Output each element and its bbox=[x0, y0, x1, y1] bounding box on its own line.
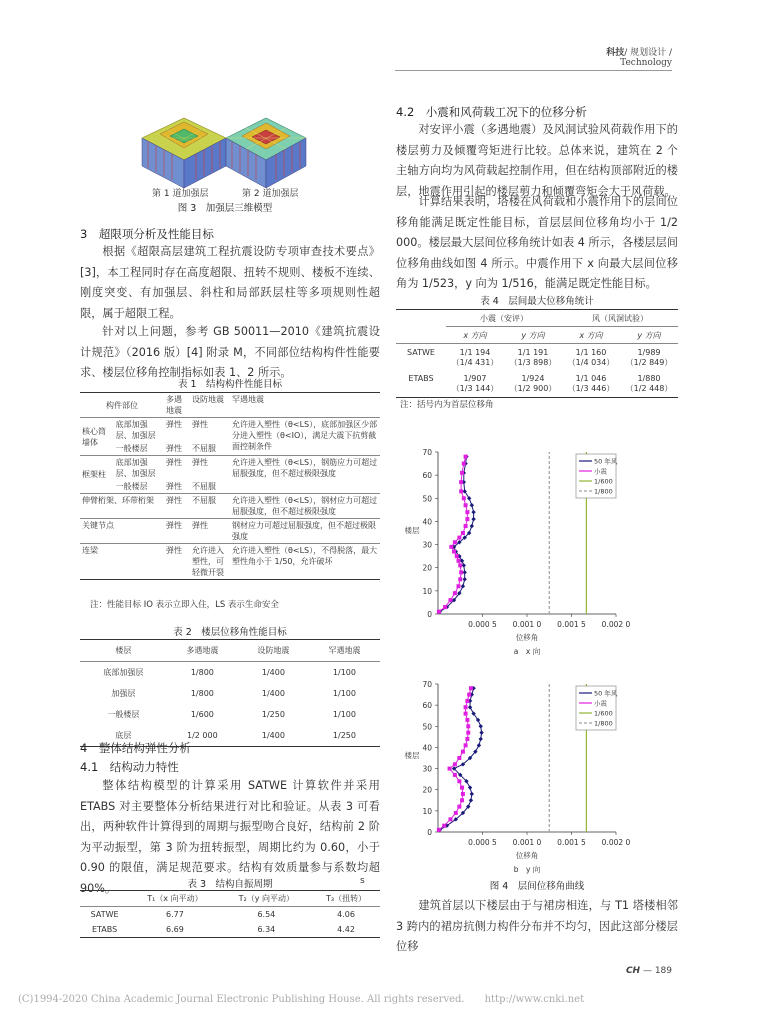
header-sub: Technology bbox=[620, 58, 672, 68]
data-point bbox=[468, 705, 472, 709]
section-4-1-paragraph: 整体结构模型的计算采用 SATWE 计算软件并采用 ETABS 对主要整体分析结果进行对比和验证。从表 3 可看出，两种软件计算得到的周期与振型吻合良好，结构前 2 阶为平动振型，第 3 阶为扭转振型，周期比约为 0.60，小于 0.90 的限值，满足规范要求。结构有效质量参与系数均超 90%。 bbox=[80, 779, 380, 895]
t2-cell: 底层 bbox=[115, 731, 132, 740]
t2-header: 罕遇地震 bbox=[328, 646, 361, 655]
table-row bbox=[80, 907, 380, 923]
t2-cell: 1/2 000 bbox=[187, 731, 218, 740]
data-point bbox=[465, 517, 469, 521]
table-2-caption: 表 2 楼层位移角性能目标 bbox=[173, 627, 287, 638]
table-1-caption: 表 1 结构构件性能目标 bbox=[177, 379, 283, 390]
table-row bbox=[80, 519, 380, 544]
data-point bbox=[471, 517, 475, 521]
data-point bbox=[465, 510, 469, 514]
data-point bbox=[443, 605, 447, 609]
t1-cell: 框架柱 bbox=[82, 470, 106, 479]
data-point bbox=[453, 540, 457, 544]
legend-label: 1/600 bbox=[594, 709, 613, 718]
t4-first: （1/2 900） bbox=[509, 384, 557, 393]
t1-header-rare: 罕遇地震 bbox=[232, 395, 264, 404]
legend-label: 1/800 bbox=[594, 719, 613, 728]
t3-cell: 6.69 bbox=[166, 925, 184, 934]
t4-subheader: y 方向 bbox=[521, 330, 545, 340]
t4-header-group-2: 风（风洞试验） bbox=[562, 310, 678, 327]
t4-cell bbox=[620, 368, 678, 398]
x-tick-label: 0.000 5 bbox=[468, 838, 497, 847]
data-point bbox=[470, 524, 474, 528]
t1-cell: 允许进入塑性（θ<LS），钢筋应力可超过屈服强度，但不超过极限强度 bbox=[232, 458, 378, 478]
t1-cell: 弹性 bbox=[192, 458, 208, 467]
table-row bbox=[80, 662, 380, 684]
x-tick-label: 0.000 5 bbox=[468, 620, 497, 629]
data-point bbox=[466, 731, 470, 735]
t3-cell: 6.54 bbox=[257, 910, 276, 919]
data-point bbox=[461, 584, 465, 588]
t4-subheader: x 方向 bbox=[463, 330, 487, 340]
drift-chart-x bbox=[390, 440, 680, 670]
data-point bbox=[460, 559, 464, 563]
t3-cell: 6.77 bbox=[166, 910, 184, 919]
t1-cell: 弹性 bbox=[166, 458, 182, 467]
t4-value: 1/907 bbox=[463, 374, 487, 383]
fig3-caption: 图 3 加强层三维模型 bbox=[177, 203, 273, 214]
table-row bbox=[80, 418, 380, 443]
section-3-heading: 3 超限项分析及性能目标 bbox=[80, 227, 214, 241]
t4-first: （1/3 898） bbox=[509, 358, 557, 367]
t3-header: T₁（x 向平动） bbox=[147, 894, 203, 903]
t1-cell: 弹性 bbox=[166, 496, 182, 505]
t4-value: 1/880 bbox=[637, 374, 661, 383]
t4-value: 1/924 bbox=[521, 374, 545, 383]
footer-journal-logo: CH bbox=[625, 966, 641, 976]
t4-value: 1/989 bbox=[637, 348, 661, 357]
data-point bbox=[467, 693, 471, 697]
y-tick-label: 60 bbox=[422, 471, 432, 481]
y-tick-label: 10 bbox=[422, 586, 432, 596]
model-2-image bbox=[226, 118, 306, 188]
t4-cell bbox=[504, 344, 562, 369]
table-4-caption: 表 4 层间最大位移角统计 bbox=[480, 296, 594, 307]
data-point bbox=[479, 724, 483, 728]
t1-cell: 允许进入塑性（θ<LS），不得脱落，最大塑性角小于 1/50，允许破坏 bbox=[232, 546, 378, 566]
t1-cell: 关键节点 bbox=[82, 521, 114, 530]
t3-cell: 4.42 bbox=[337, 925, 355, 934]
legend-label: 小震 bbox=[594, 467, 607, 476]
t1-header-part: 构件部位 bbox=[106, 400, 138, 410]
x-tick-label: 0.001 5 bbox=[557, 620, 586, 629]
data-point bbox=[454, 811, 458, 815]
t1-cell: 底部加强层、加强层 bbox=[115, 458, 156, 478]
data-point bbox=[461, 792, 465, 796]
data-point bbox=[457, 756, 461, 760]
t1-header-frequent: 多遇地震 bbox=[166, 395, 182, 415]
table-2 bbox=[80, 639, 380, 747]
t1-header-design: 设防地震 bbox=[192, 395, 224, 404]
t4-cell bbox=[562, 368, 620, 398]
header-brand: 科技 bbox=[606, 48, 625, 58]
t2-cell: 1/100 bbox=[332, 710, 356, 719]
data-point bbox=[452, 550, 456, 554]
data-point bbox=[453, 762, 457, 766]
data-point bbox=[479, 737, 483, 741]
data-point bbox=[455, 554, 459, 558]
drift-chart-y bbox=[390, 672, 680, 882]
t1-cell: 弹性 bbox=[166, 546, 182, 555]
y-tick-label: 20 bbox=[422, 785, 432, 795]
data-point bbox=[462, 563, 466, 567]
data-point bbox=[449, 545, 453, 549]
x-tick-label: 0.001 0 bbox=[512, 620, 542, 629]
t3-cell: SATWE bbox=[90, 910, 119, 919]
t2-cell: 1/400 bbox=[261, 731, 285, 740]
y-tick-label: 70 bbox=[422, 448, 432, 457]
t1-cell: 底部加强层、加强层 bbox=[115, 420, 156, 440]
table-4 bbox=[396, 309, 678, 398]
t2-cell: 一般楼层 bbox=[107, 710, 140, 719]
t4-first: （1/4 431） bbox=[451, 358, 499, 367]
x-axis-label: 位移角 bbox=[515, 633, 539, 642]
t4-cell bbox=[504, 368, 562, 398]
table-row bbox=[80, 704, 380, 725]
t3-header bbox=[80, 891, 129, 907]
data-point bbox=[437, 610, 441, 614]
data-point bbox=[461, 531, 465, 535]
data-point bbox=[470, 792, 474, 796]
t4-first: （1/4 034） bbox=[567, 358, 615, 367]
data-point bbox=[453, 591, 457, 595]
t1-cell: 一般楼层 bbox=[115, 444, 148, 453]
t1-cell: 弹性 bbox=[166, 482, 182, 491]
t2-cell: 1/600 bbox=[190, 710, 214, 719]
data-point bbox=[457, 805, 461, 809]
data-point bbox=[463, 577, 467, 581]
data-point bbox=[460, 471, 464, 475]
data-point bbox=[448, 817, 452, 821]
x-tick-label: 0.002 0 bbox=[601, 838, 631, 847]
data-point bbox=[464, 705, 468, 709]
data-point bbox=[456, 559, 460, 563]
table-1-note: 注：性能目标 IO 表示立即入住，LS 表示生命安全 bbox=[90, 600, 279, 610]
y-tick-label: 50 bbox=[422, 722, 432, 732]
t1-cell: 弹性 bbox=[166, 444, 182, 453]
data-point bbox=[464, 455, 468, 459]
t3-cell: 6.34 bbox=[257, 925, 276, 934]
fig3-label-1: 第 1 道加强层 bbox=[152, 189, 209, 199]
t4-first: （1/2 849） bbox=[625, 358, 673, 367]
t2-cell: 1/250 bbox=[332, 731, 356, 740]
data-point bbox=[459, 570, 463, 574]
t4-cell bbox=[446, 368, 504, 398]
t1-cell: 钢材应力可超过屈服强度，但不超过极限强度 bbox=[232, 521, 376, 541]
t2-cell: 1/800 bbox=[190, 689, 214, 698]
data-point bbox=[458, 577, 462, 581]
t2-cell: 加强层 bbox=[111, 689, 136, 698]
table-1 bbox=[80, 392, 380, 580]
legend-label: 1/600 bbox=[594, 477, 613, 486]
y-axis-label: 楼层 bbox=[404, 526, 420, 535]
t1-cell: 允许进入塑性，可轻微开裂 bbox=[192, 546, 224, 577]
legend-label: 1/800 bbox=[594, 487, 613, 496]
t4-subheader: y 方向 bbox=[637, 330, 661, 340]
y-tick-label: 60 bbox=[422, 701, 432, 711]
x-tick-label: 0.002 0 bbox=[601, 620, 631, 629]
t3-cell: ETABS bbox=[91, 925, 118, 934]
t2-cell: 1/250 bbox=[261, 710, 285, 719]
copyright-line: (C)1994-2020 China Academic Journal Electronic Publishing House. All rights reserved. http://www.cnki.net bbox=[18, 994, 585, 1005]
data-point bbox=[459, 489, 463, 493]
table-row bbox=[80, 922, 380, 938]
header-title: / 规划设计 / bbox=[624, 48, 672, 58]
data-point bbox=[453, 773, 457, 777]
chart-subtitle: b y 向 bbox=[513, 865, 541, 874]
data-point bbox=[465, 699, 469, 703]
table-row bbox=[80, 494, 380, 519]
y-tick-label: 40 bbox=[422, 517, 432, 527]
y-axis-label: 楼层 bbox=[404, 751, 420, 760]
t3-header: T₂（y 向平动） bbox=[238, 894, 295, 903]
data-point bbox=[437, 828, 441, 832]
data-point bbox=[459, 480, 463, 484]
data-point bbox=[462, 496, 466, 500]
t4-first: （1/2 448） bbox=[625, 384, 673, 393]
table-row bbox=[80, 544, 380, 580]
y-tick-label: 70 bbox=[422, 680, 432, 689]
data-point bbox=[466, 724, 470, 728]
t2-cell: 1/100 bbox=[332, 668, 356, 677]
data-point bbox=[461, 750, 465, 754]
section-3-paragraph-2: 针对以上问题，参考 GB 50011—2010《建筑抗震设计规范》（2016 版）[4] 附录 M，不同部位结构构件性能要求、楼层位移角控制指标如表 1、2 所示。 bbox=[80, 325, 380, 379]
table-row bbox=[396, 368, 678, 398]
fig4-caption: 图 4 层间位移角曲线 bbox=[489, 881, 585, 892]
t2-cell: 1/400 bbox=[261, 668, 285, 677]
footer-page-number: — 189 bbox=[642, 966, 672, 976]
t1-cell: 不屈服 bbox=[192, 496, 216, 505]
t3-cell: 4.06 bbox=[337, 910, 355, 919]
t2-header: 设防地震 bbox=[257, 646, 290, 655]
data-point bbox=[464, 524, 468, 528]
chart-subtitle: a x 向 bbox=[513, 647, 541, 656]
data-point bbox=[464, 712, 468, 716]
table-row bbox=[80, 683, 380, 704]
table-3-unit: s bbox=[360, 876, 365, 886]
t2-cell: 1/800 bbox=[190, 668, 214, 677]
t1-cell: 连梁 bbox=[82, 546, 98, 555]
model-1-image bbox=[142, 118, 226, 188]
t2-cell: 底部加强层 bbox=[103, 668, 144, 677]
data-point bbox=[465, 718, 469, 722]
t4-value: 1/1 191 bbox=[517, 348, 549, 357]
page-footer bbox=[626, 966, 672, 976]
t1-cell: 弹性 bbox=[166, 420, 182, 429]
data-point bbox=[442, 824, 446, 828]
data-point bbox=[469, 798, 473, 802]
t4-cell bbox=[620, 344, 678, 369]
data-point bbox=[465, 737, 469, 741]
data-point bbox=[448, 598, 452, 602]
x-tick-label: 0.001 5 bbox=[557, 838, 586, 847]
table-row bbox=[80, 456, 380, 481]
y-tick-label: 0 bbox=[427, 610, 432, 619]
y-tick-label: 20 bbox=[422, 563, 432, 573]
header-rule bbox=[395, 70, 672, 71]
section-4-1-heading: 4.1 结构动力特性 bbox=[80, 760, 179, 774]
y-tick-label: 30 bbox=[422, 764, 432, 774]
data-point bbox=[457, 779, 461, 783]
t4-first: （1/3 446） bbox=[567, 384, 615, 393]
data-point bbox=[460, 786, 464, 790]
right-bottom-paragraph: 建筑首层以下楼层由于与裙房相连，与 T1 塔楼相邻 3 跨内的裙房抗侧力构件分布并不均匀，因此这部分楼层位移 bbox=[396, 899, 678, 953]
t1-cell: 允许进入塑性（θ<LS），底部加强区少部分进入塑性（θ<IO），满足大震下抗剪截面控制条件 bbox=[232, 420, 378, 451]
t1-cell: 一般楼层 bbox=[115, 482, 148, 491]
table-4-note: 注：括号内为首层位移角 bbox=[400, 400, 494, 410]
t1-cell: 允许进入塑性（θ<LS），钢材应力可超过屈服强度，但不超过极限强度 bbox=[232, 496, 378, 516]
t4-first: （1/3 144） bbox=[451, 384, 499, 393]
fig3-label-2: 第 2 道加强层 bbox=[242, 189, 299, 199]
section-4-2-heading: 4.2 小震和风荷载工况下的位移分析 bbox=[396, 105, 587, 119]
t3-header: T₃（扭转） bbox=[325, 894, 367, 903]
data-point bbox=[457, 536, 461, 540]
t4-subheader: x 方向 bbox=[579, 330, 603, 340]
legend-label: 小震 bbox=[594, 699, 607, 708]
data-point bbox=[464, 743, 468, 747]
section-3-paragraph-1: 根据《超限高层建筑工程抗震设防专项审查技术要点》[3]，本工程同时存在高度超限、扭转不规则、楼板不连续、刚度突变、有加强层、斜柱和局部跃层柱等多项规则性超限，属于超限工程。 bbox=[80, 245, 380, 320]
t4-row-name: SATWE bbox=[407, 348, 435, 357]
legend-label: 50 年风 bbox=[594, 457, 618, 466]
t1-cell: 弹性 bbox=[192, 521, 208, 530]
t1-cell: 不屈服 bbox=[192, 482, 216, 491]
data-point bbox=[462, 462, 466, 466]
data-point bbox=[469, 686, 473, 690]
t2-header: 多遇地震 bbox=[186, 646, 219, 655]
data-point bbox=[460, 798, 464, 802]
y-tick-label: 40 bbox=[422, 743, 432, 753]
y-tick-label: 10 bbox=[422, 806, 432, 816]
data-point bbox=[464, 503, 468, 507]
table-row bbox=[396, 344, 678, 369]
y-tick-label: 50 bbox=[422, 494, 432, 504]
t2-cell: 1/100 bbox=[332, 689, 356, 698]
legend-label: 50 年风 bbox=[594, 689, 618, 698]
t4-cell bbox=[446, 344, 504, 369]
x-axis-label: 位移角 bbox=[515, 851, 539, 860]
t1-cell: 弹性 bbox=[166, 521, 182, 530]
section-4-2-paragraph-2: 计算结果表明，塔楼在风荷载和小震作用下的层间位移角能满足既定性能目标，首层层间位移角均小于 1/2 000。楼层最大层间位移角统计如表 4 所示，各楼层层间位移角曲线如图 4 所示。中震作用下 x 向最大层间位移角为 1/523，y 向为 1/516，能满足既定性能目标。 bbox=[396, 195, 678, 290]
journal-header bbox=[606, 45, 672, 68]
t4-value: 1/1 194 bbox=[459, 348, 491, 357]
section-4-heading: 4 整体结构弹性分析 bbox=[80, 741, 191, 755]
t1-cell: 伸臂桁架、环带桁架 bbox=[82, 496, 154, 505]
t4-value: 1/1 046 bbox=[575, 374, 607, 383]
t2-cell: 1/400 bbox=[261, 689, 285, 698]
data-point bbox=[468, 785, 472, 789]
data-point bbox=[479, 730, 483, 734]
table-3-caption: 表 3 结构自振周期 bbox=[187, 879, 273, 890]
t4-header-group-1: 小震（安评） bbox=[446, 310, 562, 327]
data-point bbox=[463, 570, 467, 574]
y-tick-label: 30 bbox=[422, 540, 432, 550]
table-3 bbox=[80, 890, 380, 938]
y-tick-label: 0 bbox=[427, 828, 432, 837]
t2-header: 楼层 bbox=[115, 646, 132, 655]
data-point bbox=[458, 563, 462, 567]
data-point bbox=[456, 584, 460, 588]
data-point bbox=[471, 510, 475, 514]
t1-cell: 核心筒墙体 bbox=[82, 426, 106, 447]
t4-cell bbox=[562, 344, 620, 369]
t1-cell: 不屈服 bbox=[192, 444, 216, 453]
t4-value: 1/1 160 bbox=[575, 348, 607, 357]
section-4-2-paragraph-1: 对安评小震（多遇地震）及风洞试验风荷载作用下的楼层剪力及倾覆弯矩进行比较。总体来说，建筑在 2 个主轴方向均为风荷载起控制作用，但在结构顶部附近的楼层，地震作用引起的楼层剪力和倾覆弯矩会大于风荷载。 bbox=[396, 123, 678, 198]
data-point bbox=[448, 767, 452, 771]
x-tick-label: 0.001 0 bbox=[512, 838, 542, 847]
t1-cell: 弹性 bbox=[192, 420, 208, 429]
data-point bbox=[470, 503, 474, 507]
data-point bbox=[477, 743, 481, 747]
t4-header-blank bbox=[396, 310, 446, 344]
t4-row-name: ETABS bbox=[408, 374, 434, 383]
